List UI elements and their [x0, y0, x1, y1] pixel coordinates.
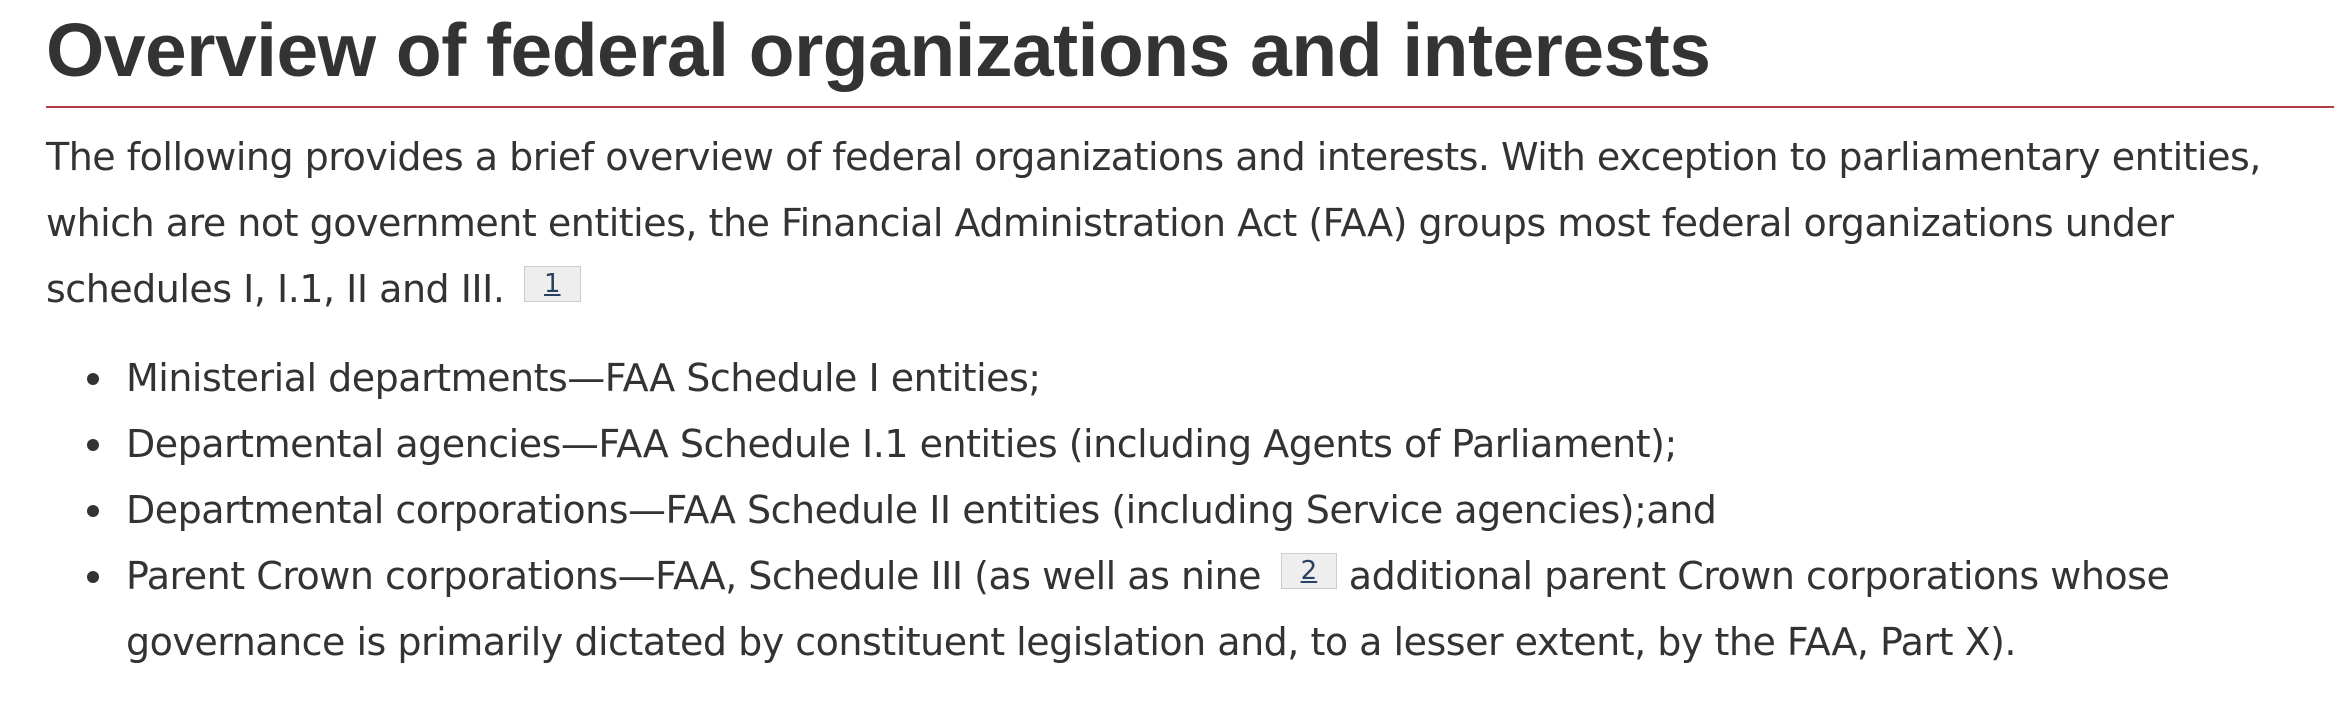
footnote-link-1[interactable]: 1 [524, 266, 581, 302]
page-title: Overview of federal organizations and interests [46, 8, 1711, 92]
bullet-icon [87, 505, 99, 517]
bullet-icon [87, 439, 99, 451]
list-item [46, 411, 2296, 477]
list-item-text: Ministerial departments—FAA Schedule I entities; [126, 356, 1041, 400]
list-item-text: Departmental corporations—FAA Schedule II entities (including Service agencies);and [126, 488, 1717, 532]
list-item [46, 543, 2296, 675]
list-item-text: Parent Crown corporations—FAA, Schedule III (as well as nine [126, 554, 1262, 598]
schedule-list [46, 345, 2296, 675]
footnote-link-2[interactable]: 2 [1281, 553, 1338, 589]
list-item [46, 345, 2296, 411]
bullet-icon [87, 571, 99, 583]
list-item-text: Departmental agencies—FAA Schedule I.1 entities (including Agents of Parliament); [126, 422, 1677, 466]
bullet-icon [87, 373, 99, 385]
list-item-text: additional parent Crown corporations whose governance is primarily dictated by constituent legislation and, to a lesser extent, by the FAA, Part X). [126, 554, 2170, 664]
title-divider [46, 106, 2334, 108]
intro-paragraph [46, 124, 2336, 322]
intro-text: The following provides a brief overview of federal organizations and interests. With exception to parliamentary entities, which are not government entities, the Financial Administration Act (FAA) groups most federal organizations under schedules I, I.1, II and III. [46, 135, 2261, 311]
list-item [46, 477, 2296, 543]
